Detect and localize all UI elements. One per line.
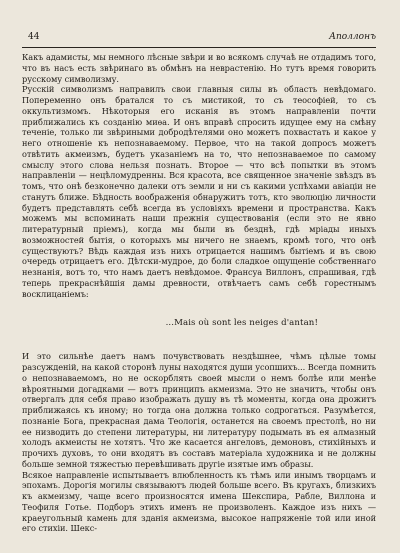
paragraph-2: Русскій символизмъ направилъ свои главныя силы въ область невѣдомаго. Попеременно онъ братался то съ мистикой, то съ теософіей, то съ оккультизмомъ. Нѣкоторыя его исканія въ этомъ направленіи почти приближались къ созданію миѳа. И онъ вправѣ спросить идущее ему на смѣну теченіе, только ли звѣриными добродѣтелями оно можетъ похвастать и какое у него отношеніе къ непознаваемому. Первое, что на такой допросъ можетъ отвѣтить акмеизмъ, будетъ указаніемъ на то, что непознаваемое по самому смыслу этого слова нельзя познать. Второе — что всѣ попытки въ этомъ направленіи — нецѣломудренны. Вся красота, все священное значеніе звѣздъ въ томъ, что онѣ безконечно далеки отъ земли и ни съ какими успѣхами авіаціи не станутъ ближе. Бѣдность воображенія обнаружитъ тотъ, кто эволюцію личности будетъ представлять себѣ всегда въ условіяхъ времени и пространства. Какъ можемъ мы вспоминать наши прежнія существованія (если это не явно литературный пріемъ), когда мы были въ безднѣ, гдѣ мріады иныхъ возможностей бытія, о которыхъ мы ничего не знаемъ, кромѣ того, что онѣ существуютъ? Вѣдь каждая изъ нихъ отрицается нашимъ бытіемъ и въ свою очередь отрицаетъ его. Дѣтски-мудрое, до боли сладкое ощущеніе собственнаго незнанія, вотъ то, что намъ даетъ невѣдомое. Франсуа Виллонъ, спрашивая, гдѣ теперь прекраснѣйшія дамы древности, отвѣчаетъ самъ себѣ горестнымъ восклицаніемъ: bbox=[22, 84, 376, 299]
paragraph-1: Какъ адамисты, мы немного лѣсные звѣри и во всякомъ случаѣ не отдадимъ того, что въ насъ есть звѣринаго въ обмѣнъ на неврастенію. Но тутъ время говорить русскому символизму. bbox=[22, 52, 376, 84]
villon-quote: ...Mais où sont les neiges d'antan! bbox=[165, 318, 318, 329]
paragraph-3: И это сильнѣе даетъ намъ почувствовать нездѣшнее, чѣмъ цѣлые томы разсужденій, на какой сторонѣ луны находятся души усопшихъ... Всегда помнить о непознаваемомъ, но не оскорблять своей мысли о немъ болѣе или менѣе вѣроятными догадками — вотъ принципъ акмеизма. Это не значитъ, чтобы онъ отвергалъ для себя право изображать душу въ тѣ моменты, когда она дрожитъ приближаясь къ иному; но тогда она должна только содрогаться. Разумѣется, познаніе Бога, прекрасная дама Теологія, останется на своемъ престолѣ, но ни ее низводить до степени литературы, ни литературу подымать въ ея алмазный холодъ акмеисты не хотятъ. Что же касается ангеловъ, демоновъ, стихійныхъ и прочихъ духовъ, то они входятъ въ составъ матеріала художника и не должны больше земной тяжестью перевѣшивать другіе изятые имъ образы. bbox=[22, 351, 376, 469]
header-rule bbox=[22, 47, 376, 48]
paragraph-4: Всякое направленіе испытываетъ влюбленность къ тѣмъ или инымъ творцамъ и эпохамъ. Дорогія могилы связываютъ людей больше всего. Въ кругахъ, близкихъ къ акмеизму, чаще всего произносятся имена Шекспира, Рабле, Виллона и Теофиля Готье. Подборъ этихъ именъ не произволенъ. Каждое изъ нихъ — краеугольный камень для зданія акмеизма, высокое напряженіе той или иной его стихіи. Шекс- bbox=[22, 469, 376, 534]
page-number: 44 bbox=[28, 32, 40, 42]
journal-title: Аполлонъ bbox=[329, 32, 376, 42]
running-head bbox=[22, 31, 376, 47]
